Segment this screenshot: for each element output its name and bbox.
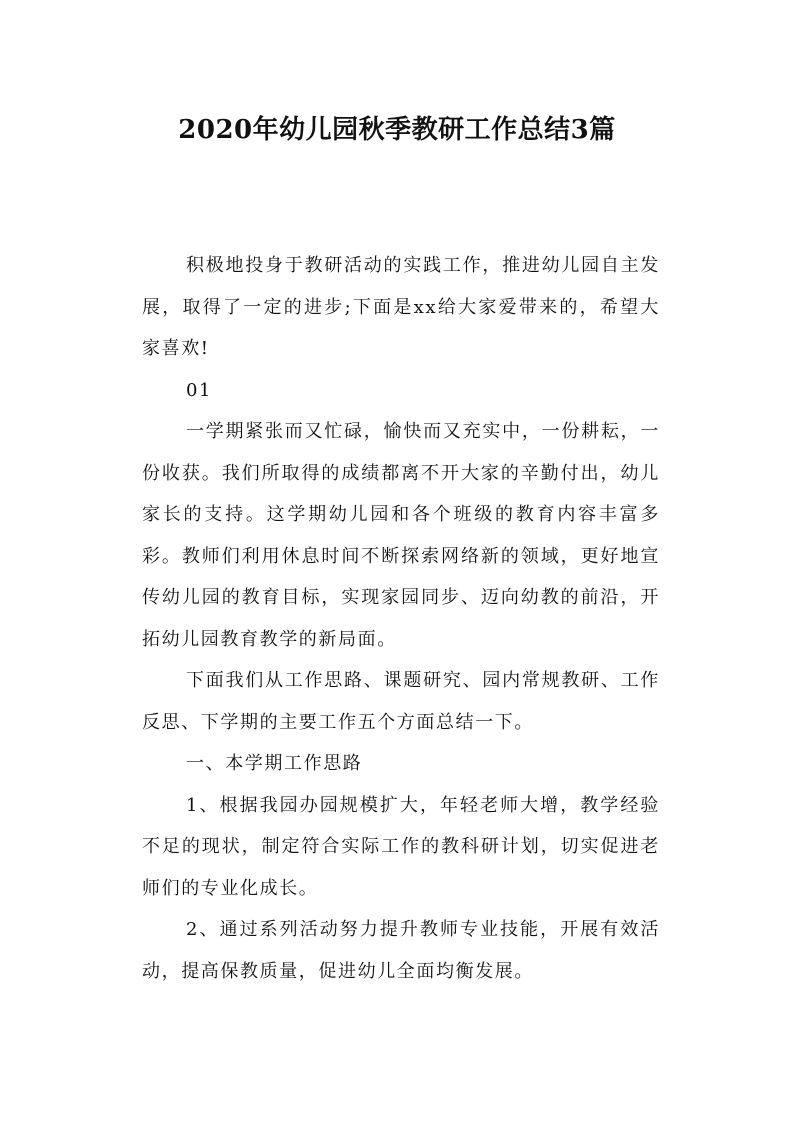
overview-paragraph: 下面我们从工作思路、课题研究、园内常规教研、工作反思、下学期的主要工作五个方面总结一下。 [142, 670, 660, 733]
intro-paragraph: 积极地投身于教研活动的实践工作，推进幼儿园自主发展，取得了一定的进步;下面是xx给大家爱带来的，希望大家喜欢! [142, 255, 660, 359]
section-number: 01 [186, 379, 213, 401]
list-item-2: 2、通过系列活动努力提升教师专业技能，开展有效活动，提高保教质量，促进幼儿全面均衡发展。 [142, 919, 660, 982]
document-title: 2020年幼儿园秋季教研工作总结3篇 [178, 115, 616, 145]
document-body [142, 245, 660, 992]
summary-paragraph: 一学期紧张而又忙碌，愉快而又充实中，一份耕耘，一份收获。我们所取得的成绩都离不开大家的辛勤付出，幼儿家长的支持。这学期幼儿园和各个班级的教育内容丰富多彩。教师们利用休息时间不断探索网络新的领域，更好地宣传幼儿园的教育目标，实现家园同步、迈向幼教的前沿，开拓幼儿园教育教学的新局面。 [142, 421, 660, 650]
section-heading: 一、本学期工作思路 [186, 753, 363, 774]
list-item-1: 1、根据我园办园规模扩大，年轻老师大增，教学经验不足的现状，制定符合实际工作的教科研计划，切实促进老师们的专业化成长。 [142, 794, 660, 899]
